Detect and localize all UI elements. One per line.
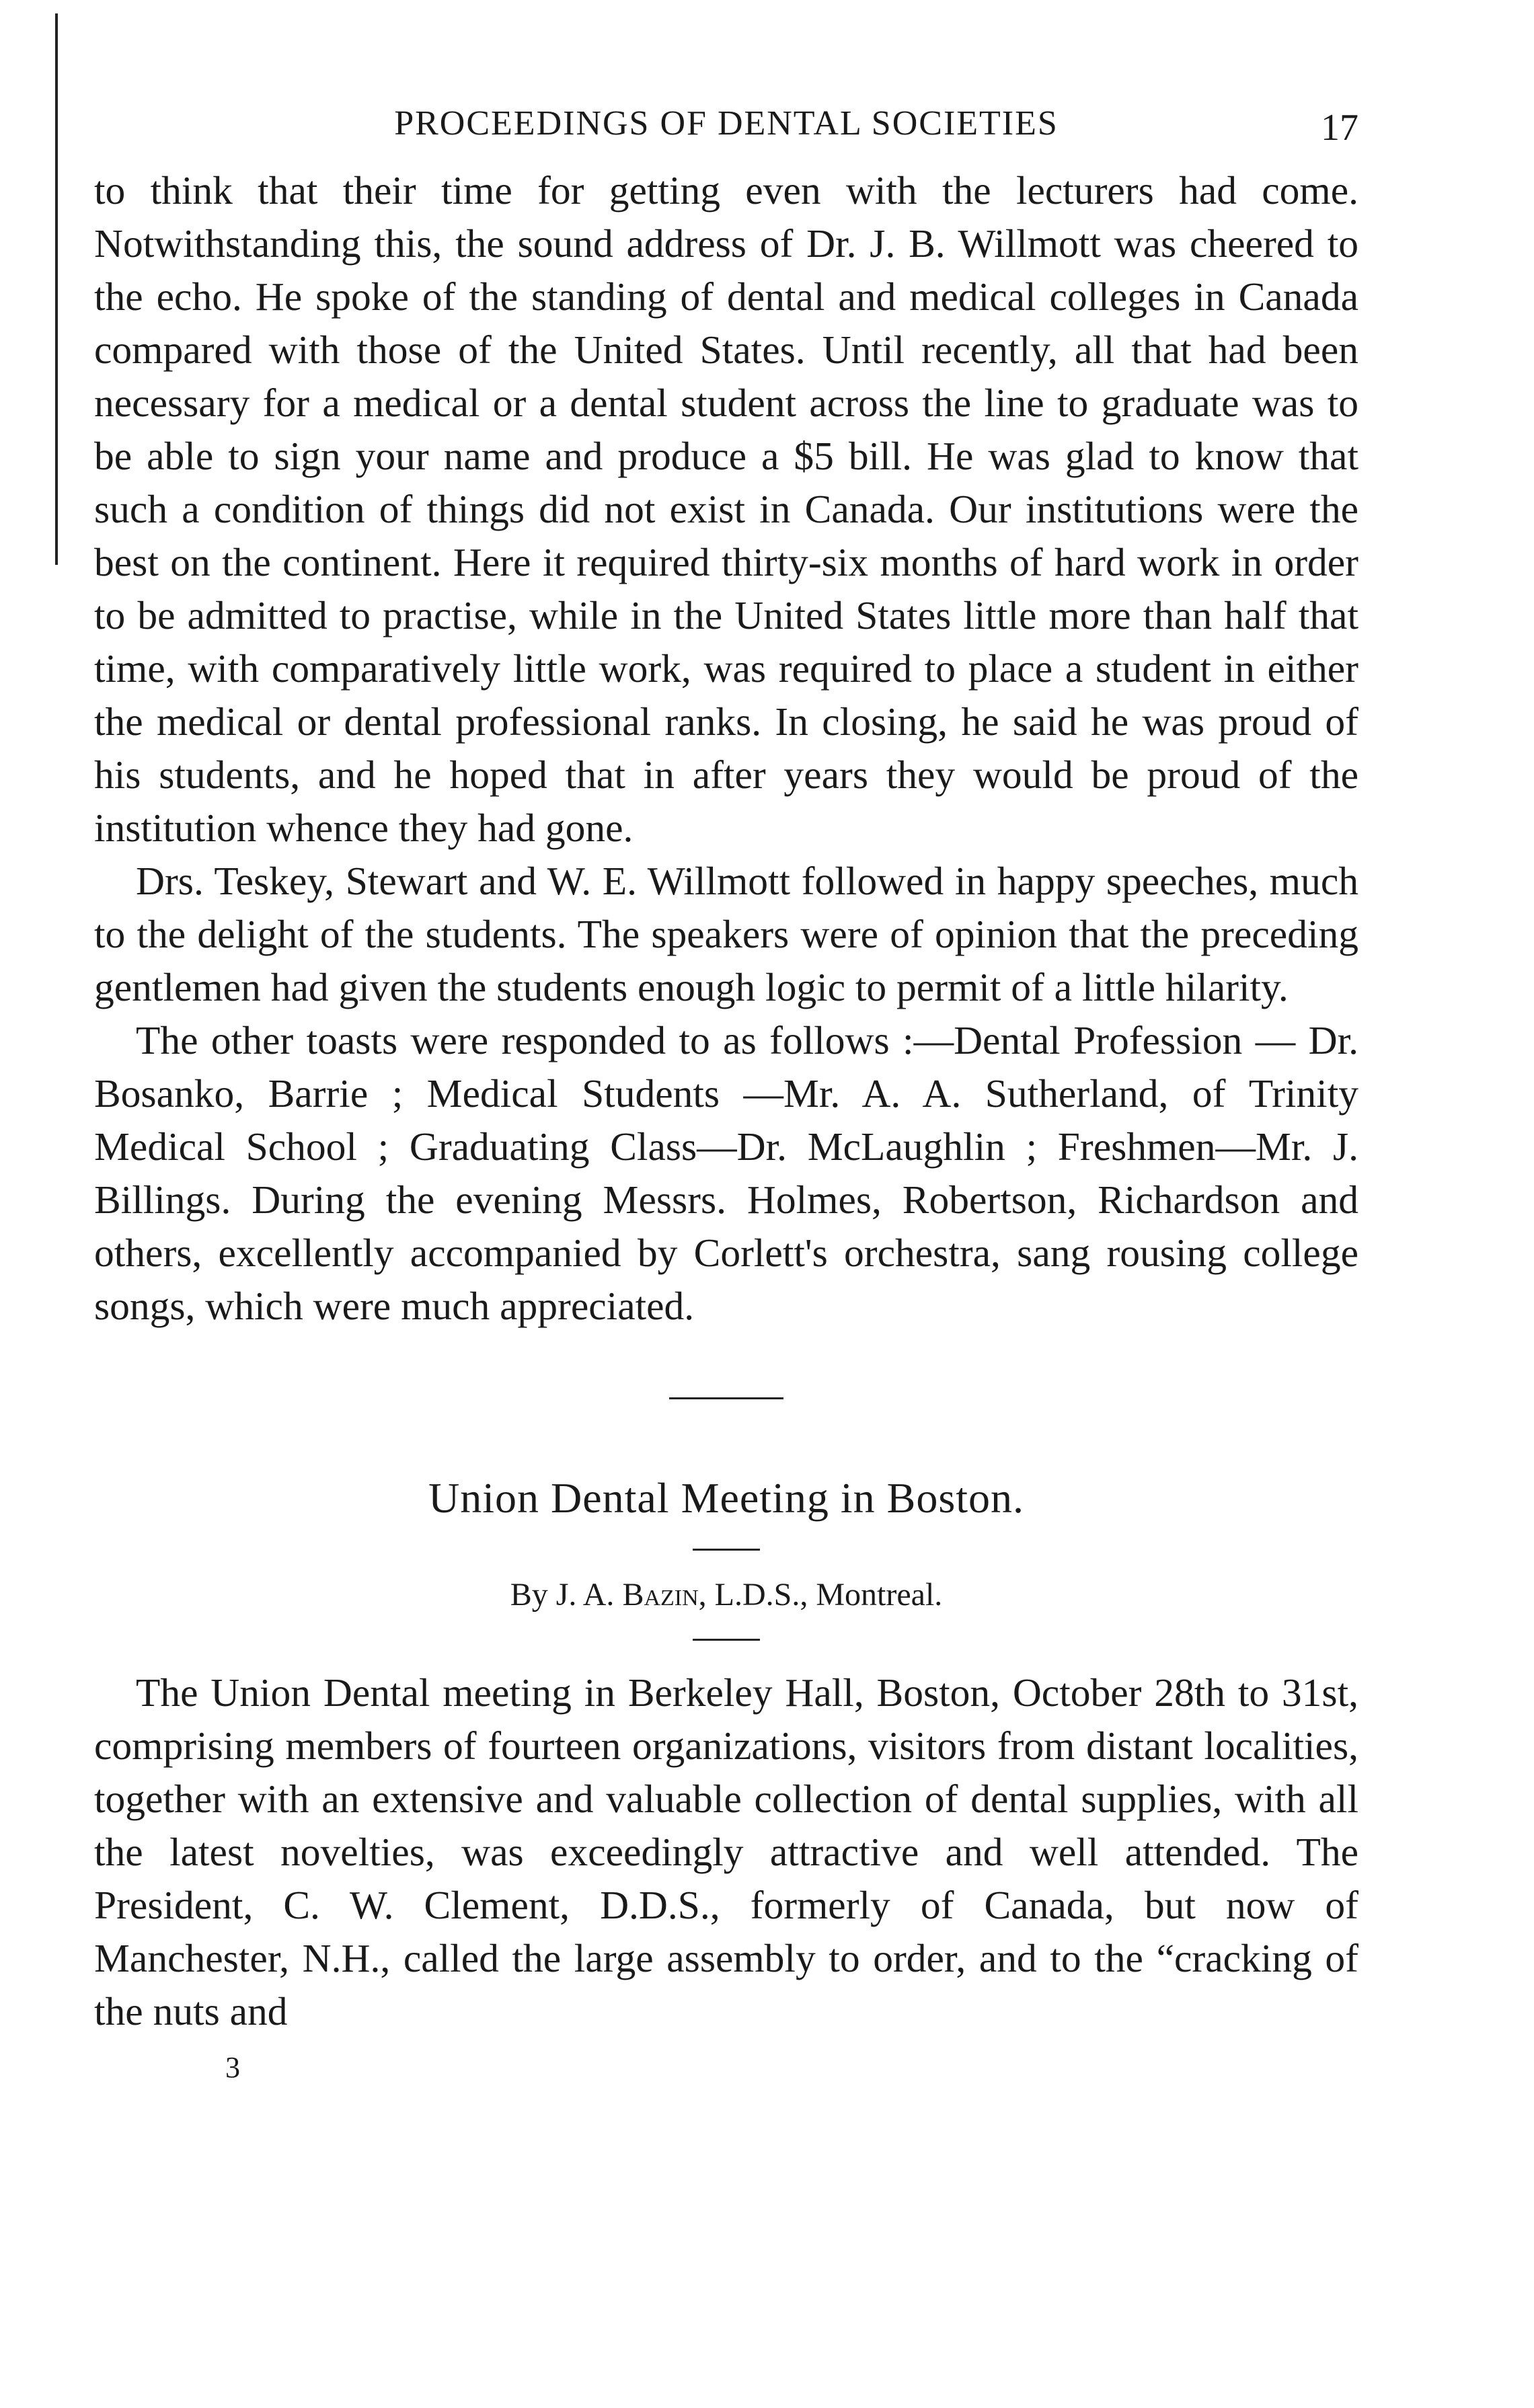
article-body	[94, 1666, 1358, 2038]
section-divider	[669, 1397, 783, 1399]
title-rule	[693, 1549, 760, 1551]
byline-suffix: , L.D.S., Montreal.	[698, 1577, 943, 1613]
paragraph: The Union Dental meeting in Berkeley Hall, Boston, October 28th to 31st, comprising members of fourteen organizations, visitors from distant localities, together with an extensive and valuable collection of dental supplies, with all the latest novelties, was exceedingly attractive and well attended. The President, C. W. Clement, D.D.S., formerly of Canada, but now of Manchester, N.H., called the large assembly to order, and to the “cracking of the nuts and	[94, 1670, 1358, 2033]
body-text	[94, 164, 1358, 1333]
left-margin-rule	[55, 13, 58, 565]
page-number: 17	[1321, 107, 1358, 149]
running-head	[94, 101, 1358, 155]
byline	[94, 1576, 1358, 1613]
paragraph: The other toasts were responded to as follows :—Dental Profession — Dr. Bosanko, Barrie ; Medical Students —Mr. A. A. Sutherland, of Trinity Medical School ; Graduating Class—Dr. McLaughlin ; Freshmen—Mr. J. Billings. During the evening Messrs. Holmes, Robertson, Richardson and others, excellently accompanied by Corlett's orchestra, sang rousing college songs, which were much appreciated.	[94, 1018, 1358, 1328]
article-title: Union Dental Meeting in Boston.	[428, 1474, 1025, 1522]
signature-mark: 3	[225, 2051, 240, 2084]
byline-author: Bazin	[622, 1577, 699, 1613]
running-title: PROCEEDINGS OF DENTAL SOCIETIES	[394, 104, 1059, 143]
paragraph: to think that their time for getting even with the lecturers had come. Notwithstanding this, the sound address of Dr. J. B. Willmott was cheered to the echo. He spoke of the standing of dental and medical colleges in Canada compared with those of the United States. Until recently, all that had been necessary for a medical or a dental student across the line to graduate was to be able to sign your name and produce a $5 bill. He was glad to know that such a condition of things did not exist in Canada. Our institutions were the best on the continent. Here it required thirty-six months of hard work in order to be admitted to practise, while in the United States little more than half that time, with comparatively little work, was required to place a student in either the medical or dental professional ranks. In closing, he said he was proud of his students, and he hoped that in after years they would be proud of the institution whence they had gone.	[94, 168, 1358, 850]
paragraph: Drs. Teskey, Stewart and W. E. Willmott followed in happy speeches, much to the delight of the students. The speakers were of opinion that the preceding gentlemen had given the students enough logic to permit of a little hilarity.	[94, 859, 1358, 1009]
page	[94, 101, 1358, 2085]
byline-rule	[693, 1639, 760, 1641]
byline-prefix: By J. A.	[510, 1577, 615, 1613]
